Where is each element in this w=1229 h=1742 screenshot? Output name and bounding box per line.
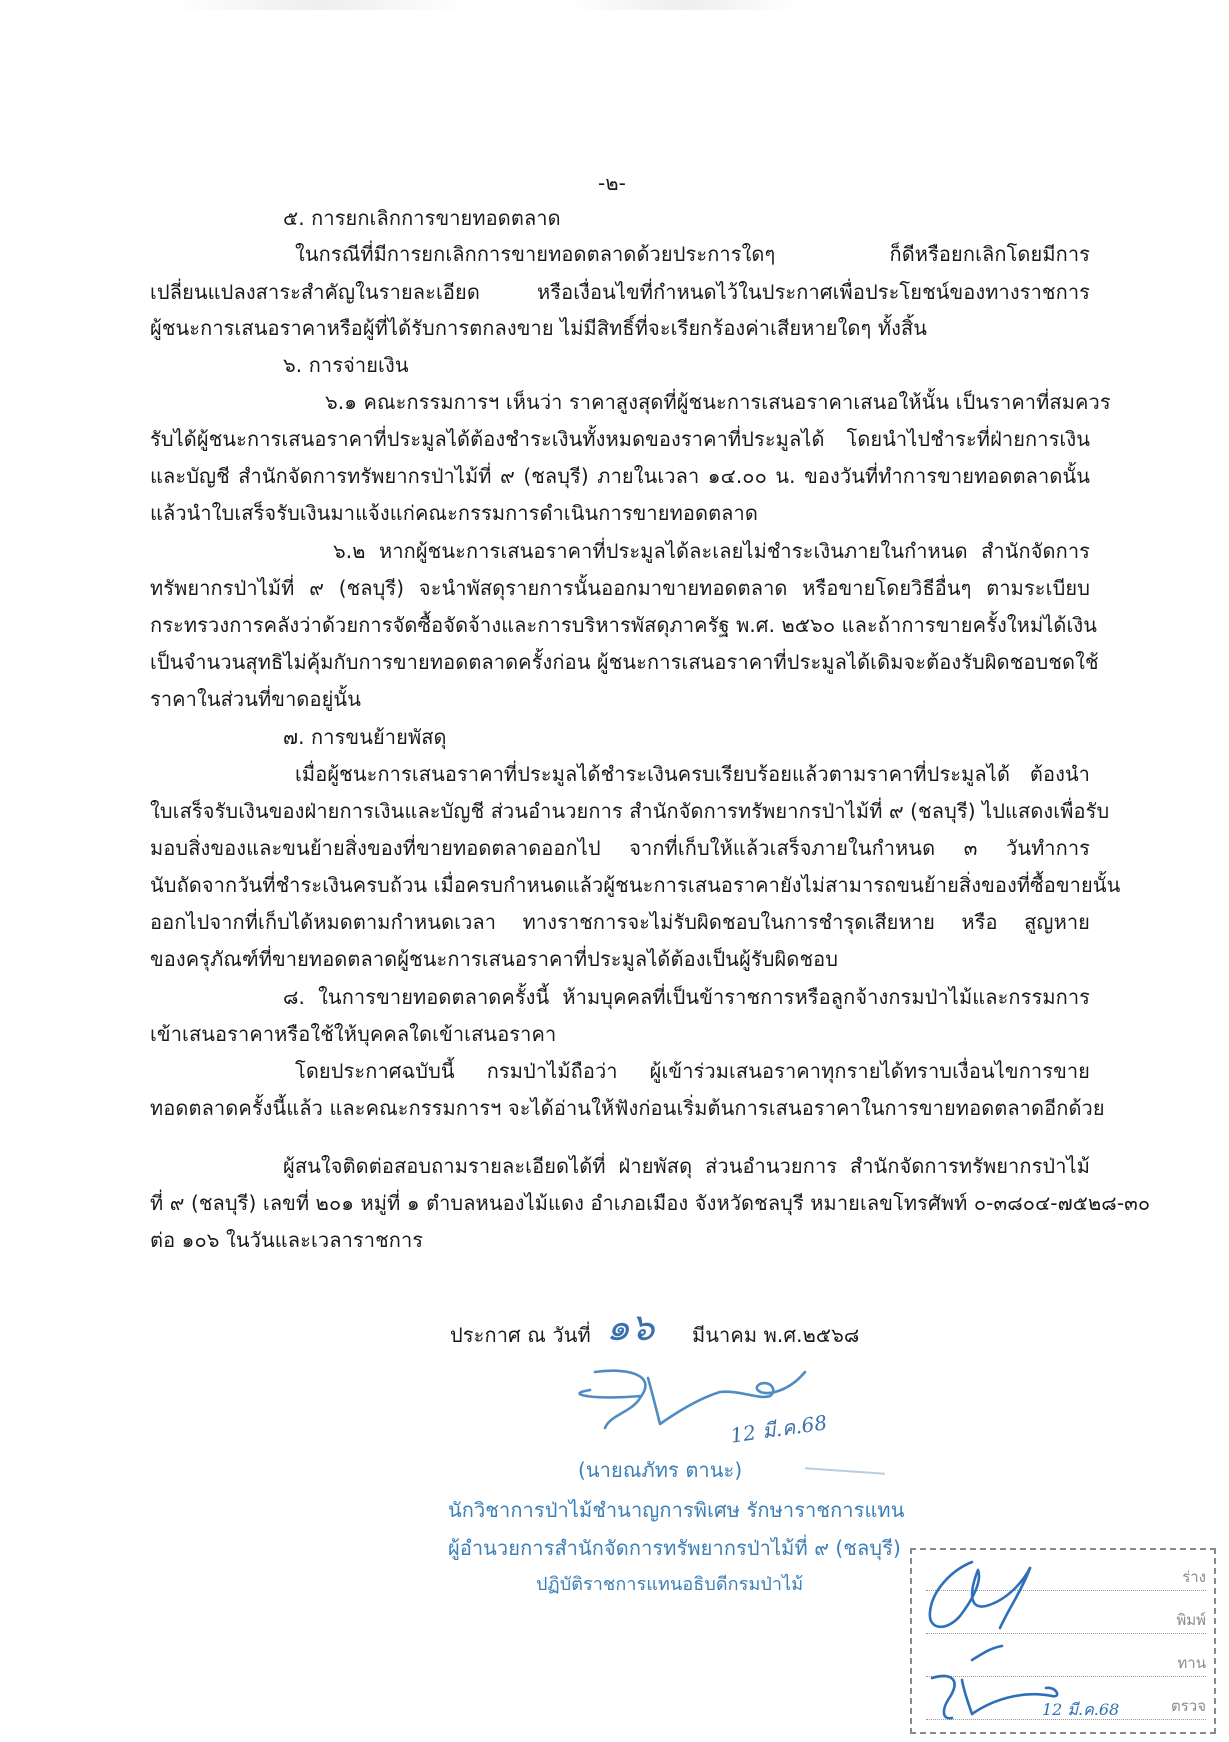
signatory-title-2: ผู้อำนวยการสำนักจัดการทรัพยากรป่าไม้ที่ ๙ (ชลบุรี) [448, 1536, 901, 1560]
section-7-line: นับถัดจากวันที่ชำระเงินครบถ้วน เมื่อครบกำหนดแล้วผู้ชนะการเสนอราคายังไม่สามารถขนย้ายสิ่งของที่ซื้อขายนั้น [150, 873, 1121, 897]
section-5-line: เปลี่ยนแปลงสาระสำคัญในรายละเอียด หรือเงื่อนไขที่กำหนดไว้ในประกาศเพื่อประโยชน์ของทางราชการ [150, 280, 1090, 304]
scan-artifact [170, 0, 470, 10]
contact-line: ที่ ๙ (ชลบุรี) เลขที่ ๒๐๑ หมู่ที่ ๑ ตำบลหนองไม้แดง อำเภอเมือง จังหวัดชลบุรี หมายเลขโทรศัพท์ ๐-๓๘๐๔-๗๕๒๘-๓๐ [150, 1191, 1151, 1215]
section-7-line: ใบเสร็จรับเงินของฝ่ายการเงินและบัญชี ส่วนอำนวยการ สำนักจัดการทรัพยากรป่าไม้ที่ ๙ (ชลบุรี) ไปแสดงเพื่อรับ [150, 799, 1110, 823]
section-7-line: มอบสิ่งของและขนย้ายสิ่งของที่ขายทอดตลาดออกไป จากที่เก็บให้แล้วเสร็จภายในกำหนด ๓ วันทำการ [150, 836, 1091, 860]
section-8-line: เข้าเสนอราคาหรือใช้ให้บุคคลใดเข้าเสนอราคา [150, 1022, 557, 1046]
stamp-row-draft: ร่าง [926, 1564, 1206, 1591]
section-5-line: ผู้ชนะการเสนอราคาหรือผู้ที่ได้รับการตกลงขาย ไม่มีสิทธิ์ที่จะเรียกร้องค่าเสียหายใดๆ ทั้งสิ้น [150, 316, 928, 340]
contact-line: ผู้สนใจติดต่อสอบถามรายละเอียดได้ที่ ฝ่ายพัสดุ ส่วนอำนวยการ สำนักจัดการทรัพยากรป่าไม้ [283, 1154, 1090, 1178]
section-6-2-line: ราคาในส่วนที่ขาดอยู่นั้น [150, 687, 361, 711]
routing-stamp [910, 1548, 1216, 1734]
section-6-heading: ๖. การจ่ายเงิน [283, 353, 409, 377]
section-7-heading: ๗. การขนย้ายพัสดุ [283, 725, 447, 749]
announcement-date-month-year: มีนาคม พ.ศ.๒๕๖๘ [692, 1323, 860, 1347]
announcement-line: โดยประกาศฉบับนี้ กรมป่าไม้ถือว่า ผู้เข้าร่วมเสนอราคาทุกรายได้ทราบเงื่อนไขการขาย [295, 1059, 1090, 1083]
signatory-title-3: ปฏิบัติราชการแทนอธิบดีกรมป่าไม้ [536, 1574, 804, 1595]
signatory-name: (นายณภัทร ตานะ) [578, 1458, 743, 1482]
section-6-1-line: รับได้ผู้ชนะการเสนอราคาที่ประมูลได้ต้องชำระเงินทั้งหมดของราคาที่ประมูลได้ โดยนำไปชำระที่ฝ่ายการเงิน [150, 427, 1090, 451]
section-6-1-line: และบัญชี สำนักจัดการทรัพยากรป่าไม้ที่ ๙ (ชลบุรี) ภายในเวลา ๑๔.๐๐ น. ของวันที่ทำการขายทอดตลาดนั้น [150, 464, 1090, 488]
contact-line: ต่อ ๑๐๖ ในวันและเวลาราชการ [150, 1228, 424, 1252]
stamp-handwritten-date: 12 มี.ค.68 [1042, 1700, 1120, 1719]
announcement-line: ทอดตลาดครั้งนี้แล้ว และคณะกรรมการฯ จะได้อ่านให้ฟังก่อนเริ่มต้นการเสนอราคาในการขายทอดตลาดอีกด้วย [150, 1096, 1105, 1120]
section-5-line: ในกรณีที่มีการยกเลิกการขายทอดตลาดด้วยประการใดๆ ก็ดีหรือยกเลิกโดยมีการ [295, 242, 1090, 266]
section-6-2-line: เป็นจำนวนสุทธิไม่คุ้มกับการขายทอดตลาดครั้งก่อน ผู้ชนะการเสนอราคาที่ประมูลได้เดิมจะต้องรับผิดชอบชดใช้ [150, 650, 1099, 674]
section-6-1-line: แล้วนำใบเสร็จรับเงินมาแจ้งแก่คณะกรรมการดำเนินการขายทอดตลาด [150, 501, 758, 525]
signature-handwritten-date: 12 มี.ค.68 [728, 1410, 829, 1448]
section-6-2-line: กระทรวงการคลังว่าด้วยการจัดซื้อจัดจ้างและการบริหารพัสดุภาครัฐ พ.ศ. ๒๕๖๐ และถ้าการขายครั้งใหม่ได้เงิน [150, 613, 1098, 637]
section-7-line: ออกไปจากที่เก็บได้หมดตามกำหนดเวลา ทางราชการจะไม่รับผิดชอบในการชำรุดเสียหาย หรือ สูญหาย [150, 910, 1090, 934]
section-5-heading: ๕. การยกเลิกการขายทอดตลาด [283, 206, 561, 230]
announcement-date-day: ๑๖ [606, 1305, 655, 1349]
signatory-title-1: นักวิชาการป่าไม้ชำนาญการพิเศษ รักษาราชการแทน [448, 1498, 905, 1522]
stamp-row-check: ตรวจ [926, 1693, 1206, 1720]
stamp-row-proof: ทาน [926, 1650, 1206, 1677]
scan-artifact [570, 0, 800, 10]
section-6-2-line: ๖.๒ หากผู้ชนะการเสนอราคาที่ประมูลได้ละเลยไม่ชำระเงินภายในกำหนด สำนักจัดการ [333, 539, 1090, 563]
page-number: -๒- [598, 171, 626, 195]
section-6-1-line: ๖.๑ คณะกรรมการฯ เห็นว่า ราคาสูงสุดที่ผู้ชนะการเสนอราคาเสนอให้นั้น เป็นราคาที่สมควร [325, 390, 1111, 414]
section-7-line: ของครุภัณฑ์ที่ขายทอดตลาดผู้ชนะการเสนอราคาที่ประมูลได้ต้องเป็นผู้รับผิดชอบ [150, 947, 839, 971]
section-8-line: ๘. ในการขายทอดตลาดครั้งนี้ ห้ามบุคคลที่เป็นข้าราชการหรือลูกจ้างกรมป่าไม้และกรรมการ [283, 985, 1090, 1009]
stamp-row-print: พิมพ์ [926, 1607, 1206, 1634]
section-7-line: เมื่อผู้ชนะการเสนอราคาที่ประมูลได้ชำระเงินครบเรียบร้อยแล้วตามราคาที่ประมูลได้ ต้องนำ [295, 762, 1090, 786]
section-6-2-line: ทรัพยากรป่าไม้ที่ ๙ (ชลบุรี) จะนำพัสดุรายการนั้นออกมาขายทอดตลาด หรือขายโดยวิธีอื่นๆ ตามระเบียบ [150, 576, 1090, 600]
signature-tail-line [805, 1467, 885, 1475]
announcement-date-prefix: ประกาศ ณ วันที่ [450, 1323, 591, 1347]
